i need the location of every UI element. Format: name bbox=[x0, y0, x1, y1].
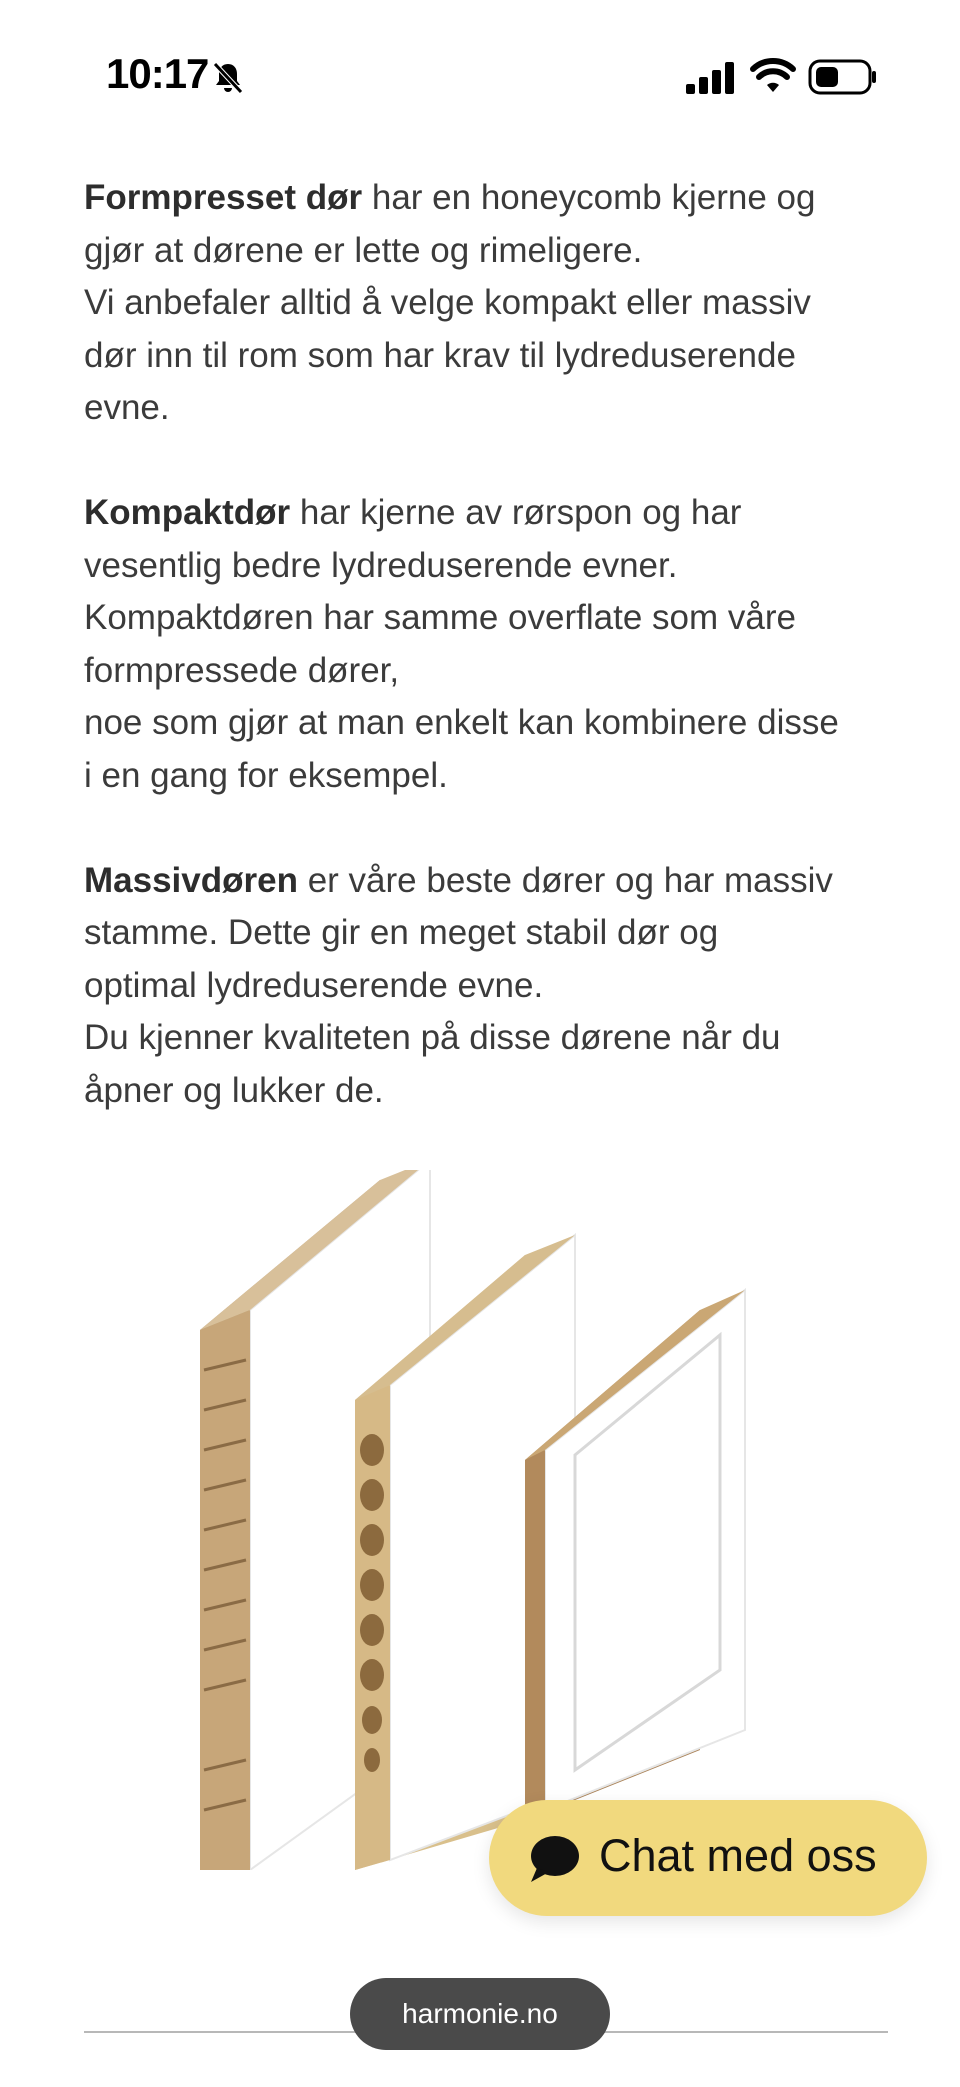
paragraph-kompakt: Kompaktdør har kjerne av rørspon og har vesentlig bedre lydreduserende evner. Kompaktdøren har samme overflate som våre formpressede dører, noe som gjør at man enkelt kan kombinere disse i en gang for eksempel. bbox=[84, 492, 839, 795]
bell-slash-icon bbox=[210, 60, 246, 96]
door-cross-section-image bbox=[180, 1170, 820, 1870]
article-body bbox=[84, 172, 884, 1170]
term-kompaktdor: Kompaktdør bbox=[84, 492, 291, 532]
status-bar bbox=[0, 0, 960, 150]
chat-button-label: Chat med oss bbox=[599, 1830, 877, 1881]
paragraph-massiv: Massivdøren er våre beste dører og har massiv stamme. Dette gir en meget stabil dør og optimal lydreduserende evne. Du kjenner kvaliteten på disse dørene når du åpner og lukker de. bbox=[84, 860, 833, 1110]
url-domain: harmonie.no bbox=[402, 1998, 558, 2029]
chat-bubble-icon bbox=[527, 1834, 581, 1884]
url-bar[interactable] bbox=[350, 1978, 610, 2050]
chat-button[interactable] bbox=[489, 1800, 927, 1916]
status-time: 10:17 bbox=[106, 50, 209, 97]
cellular-signal-icon bbox=[686, 62, 736, 94]
term-formpresset: Formpresset dør bbox=[84, 178, 363, 217]
term-massivdoren: Massivdøren bbox=[84, 860, 298, 900]
paragraph-formpresset: Formpresset dør har en honeycomb kjerne og gjør at dørene er lette og rimeligere. Vi anbefaler alltid å velge kompakt eller massiv dør inn til rom som har krav til lydreduserende evne. bbox=[84, 178, 816, 428]
battery-icon bbox=[808, 58, 878, 96]
wifi-icon bbox=[750, 58, 796, 94]
